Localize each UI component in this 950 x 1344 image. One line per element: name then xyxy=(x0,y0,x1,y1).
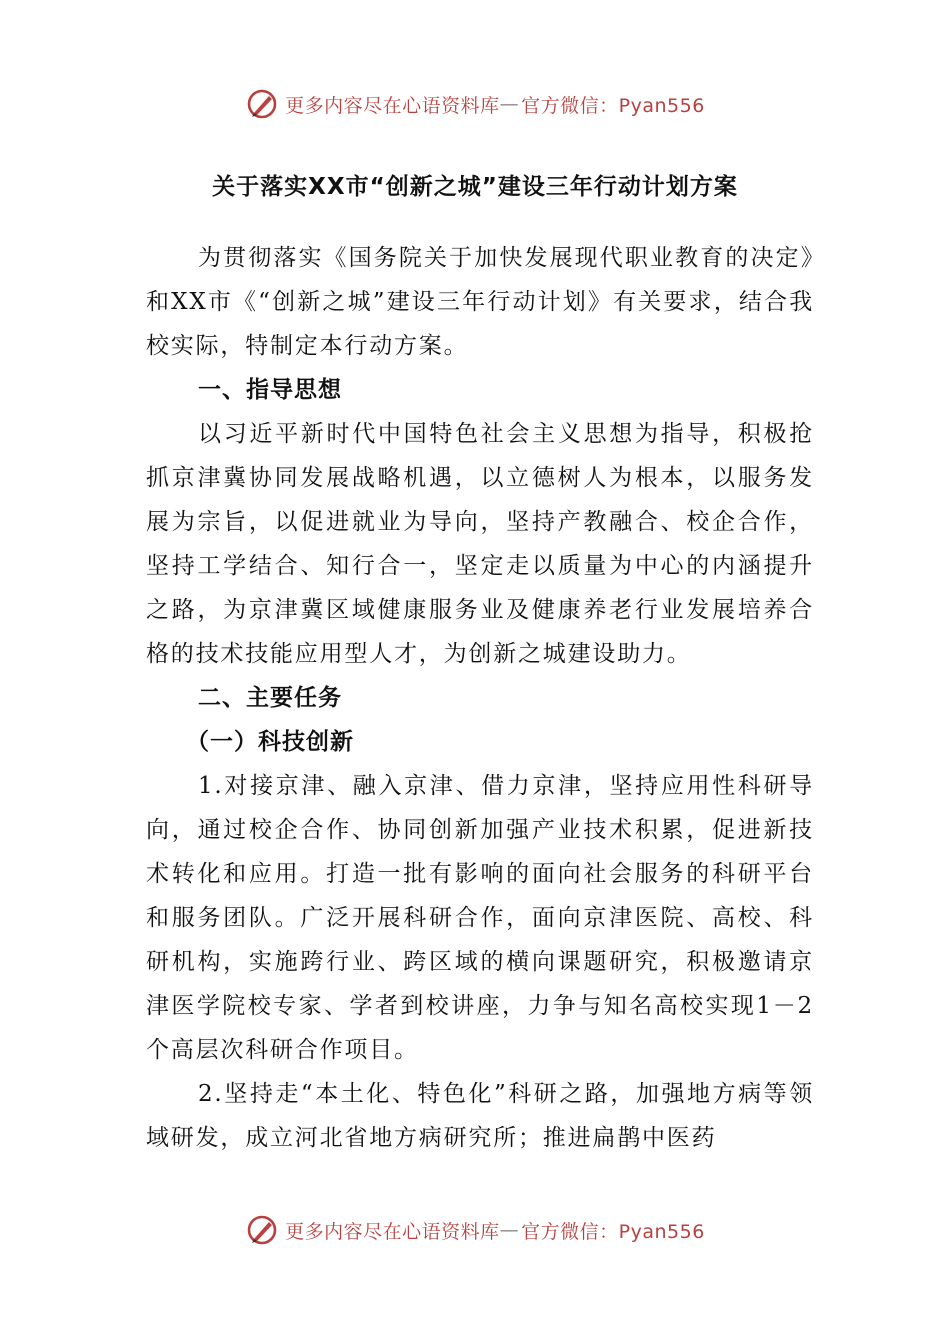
banner-main-text: 更多内容尽在心语资料库 xyxy=(285,94,500,117)
pen-logo-icon xyxy=(245,87,279,121)
item2-paragraph: 2.坚持走“本土化、特色化”科研之路，加强地方病等领域研发，成立河北省地方病研究所；推进扁鹊中医药 xyxy=(146,1081,814,1151)
intro-paragraph: 为贯彻落实《国务院关于加快发展现代职业教育的决定》和XX市《“创新之城”建设三年行动计划》有关要求，结合我校实际，特制定本行动方案。 xyxy=(146,245,814,359)
item1-paragraph: 1.对接京津、融入京津、借力京津，坚持应用性科研导向，通过校企合作、协同创新加强产业技术积累，促进新技术转化和应用。打造一批有影响的面向社会服务的科研平台和服务团队。广泛开展科研合作，面向京津医院、高校、科研机构，实施跨行业、跨区域的横向课题研究，积极邀请京津医学院校专家、学者到校讲座，力争与知名高校实现1－2个高层次科研合作项目。 xyxy=(146,773,814,1063)
banner-main-text: 更多内容尽在心语资料库 xyxy=(285,1220,500,1243)
document-body xyxy=(146,236,814,1160)
section2-heading: 二、主要任务 xyxy=(198,685,342,711)
header-watermark-banner xyxy=(0,84,950,124)
subsection1-heading: （一）科技创新 xyxy=(186,729,354,755)
banner-contact-text: 官方微信：Pyan556 xyxy=(521,1220,705,1243)
section1-heading: 一、指导思想 xyxy=(198,377,342,403)
banner-dash: — xyxy=(499,1219,520,1241)
pen-logo-icon xyxy=(245,1213,279,1247)
banner-dash: — xyxy=(499,93,520,115)
footer-watermark-banner xyxy=(0,1210,950,1250)
banner-contact-text: 官方微信：Pyan556 xyxy=(521,94,705,117)
document-title: 关于落实XX市“创新之城”建设三年行动计划方案 xyxy=(212,174,738,200)
section1-paragraph: 以习近平新时代中国特色社会主义思想为指导，积极抢抓京津冀协同发展战略机遇，以立德树人为根本，以服务发展为宗旨，以促进就业为导向，坚持产教融合、校企合作，坚持工学结合、知行合一，坚定走以质量为中心的内涵提升之路，为京津冀区域健康服务业及健康养老行业发展培养合格的技术技能应用型人才，为创新之城建设助力。 xyxy=(146,421,814,667)
